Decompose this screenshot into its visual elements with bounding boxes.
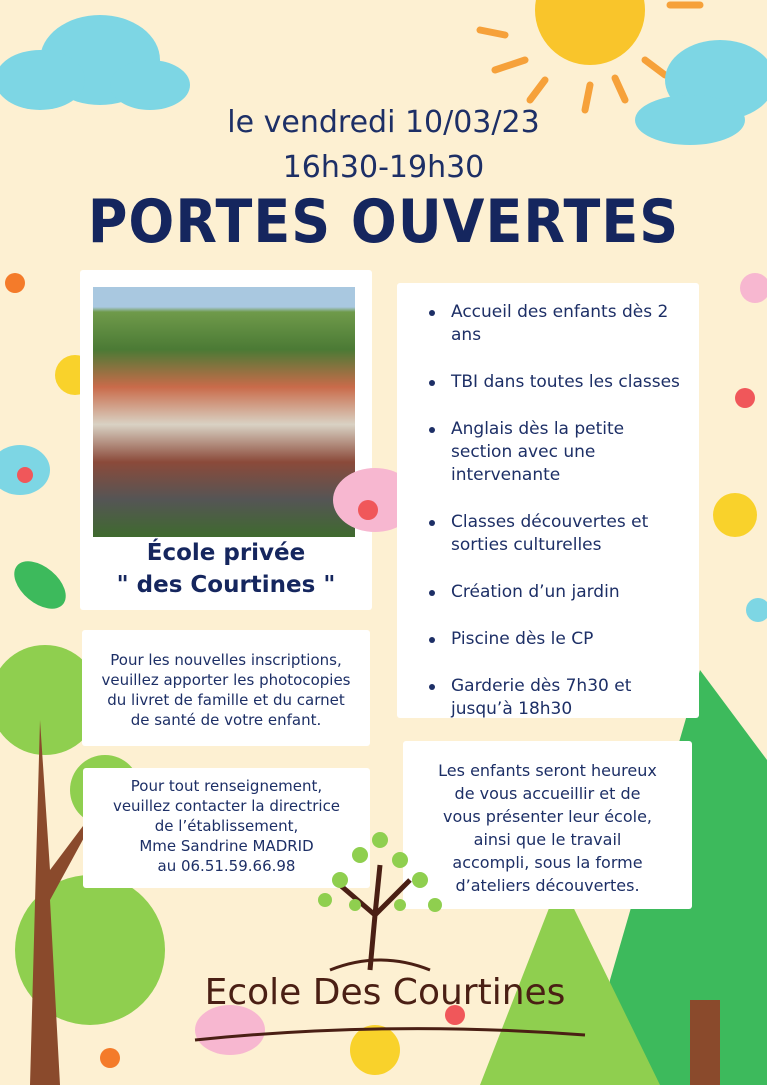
- contact-name: Mme Sandrine MADRID: [139, 837, 314, 855]
- flower-left-icon: [0, 445, 50, 495]
- school-name-line1: École privée: [146, 540, 306, 566]
- text-line: Les enfants seront heureux: [438, 761, 657, 780]
- feature-item: Classes découvertes et sorties culturelles: [425, 511, 689, 557]
- page-title: PORTES OUVERTES: [87, 186, 680, 257]
- school-card: [80, 270, 372, 610]
- logo-tree-icon: [300, 825, 460, 975]
- feature-item: Accueil des enfants dès 2 ans: [425, 301, 689, 347]
- text-line: d’ateliers découvertes.: [455, 876, 640, 895]
- time-line: 16h30-19h30: [282, 150, 485, 185]
- date-line: le vendredi 10/03/23: [227, 105, 540, 140]
- leaf-icon: [5, 552, 74, 618]
- text-line: ainsi que le travail: [473, 830, 622, 849]
- text-line: veuillez contacter la directrice: [112, 797, 341, 815]
- feature-item: Anglais dès la petite section avec une intervenante: [425, 418, 689, 487]
- inscriptions-card: [82, 630, 370, 746]
- text-line: de santé de votre enfant.: [130, 711, 322, 729]
- sun-icon: [480, 0, 700, 110]
- text-line: du livret de famille et du carnet: [107, 691, 345, 709]
- contact-phone: au 06.51.59.66.98: [157, 857, 296, 875]
- feature-item: TBI dans toutes les classes: [425, 371, 689, 394]
- text-line: veuillez apporter les photocopies: [101, 671, 351, 689]
- features-card: [397, 283, 699, 718]
- text-line: Pour les nouvelles inscriptions,: [110, 651, 342, 669]
- school-photo: [93, 287, 355, 537]
- school-name-line2: " des Courtines ": [116, 572, 336, 598]
- feature-item: Garderie dès 7h30 et jusqu’à 18h30: [425, 675, 689, 721]
- cloud-left-icon: [0, 15, 190, 110]
- text-line: de l’établissement,: [154, 817, 299, 835]
- text-line: Pour tout renseignement,: [130, 777, 323, 795]
- logo-text: Ecole Des Courtines: [204, 972, 566, 1013]
- feature-item: Création d’un jardin: [425, 581, 689, 604]
- feature-item: Piscine dès le CP: [425, 628, 689, 651]
- text-line: vous présenter leur école,: [442, 807, 653, 826]
- logo-underline: [190, 1025, 590, 1045]
- text-line: de vous accueillir et de: [454, 784, 641, 803]
- text-line: accompli, sous la forme: [452, 853, 643, 872]
